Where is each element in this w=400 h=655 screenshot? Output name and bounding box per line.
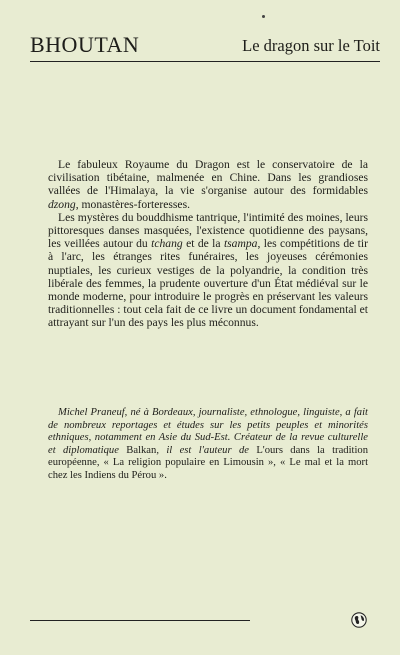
text-run: Les mystères du bouddhisme tantrique, l'intimité des moines, leurs pittoresques danses masquées, l'existence quotidienne des paysans, les veillées autour du — [48, 210, 368, 251]
bio-italic: , il est l'auteur de — [156, 444, 257, 456]
book-title: L'ours dans la tradition européenne — [48, 444, 368, 469]
author-bio — [48, 407, 368, 483]
print-mark — [262, 15, 265, 18]
description-paragraph-2 — [48, 211, 368, 330]
book-subtitle: Le dragon sur le Toit — [242, 36, 380, 55]
journal-name: Balkan — [126, 444, 157, 456]
description-paragraph-1 — [48, 158, 368, 211]
italic-term: tsampa — [223, 237, 258, 251]
book-description — [48, 158, 368, 330]
text-run: ». — [156, 469, 167, 481]
text-run: , « — [96, 457, 113, 469]
text-run: », « — [263, 457, 290, 469]
text-run: , les compétitions de tir à l'arc, les étranges rites funéraires, les joyeuses cérémonies nuptiales, les curieux vestiges de la polyandrie, la condition très libérale des femmes, la prudente ouverture d'un État médiéval sur le monde moderne, pour introduire le progrès en préservant les valeurs traditionnelles : tout cela fait de ce livre un document fondamental et attrayant sur l'un des pays les plus méconnus. — [48, 237, 368, 330]
text-run: , monastères-forteresses. — [75, 197, 190, 211]
header-rule — [30, 61, 380, 62]
book-title: Le mal et la mort chez les Indiens du Pérou — [48, 457, 369, 481]
text-run: Le fabuleux Royaume du Dragon est le conservatoire de la civilisation tibétaine, malmenée en Chine. Dans les grandioses vallées de l'Himalaya, la vie s'organise autour des formidables — [48, 158, 368, 198]
bio-paragraph — [48, 407, 368, 483]
text-run: et de la — [182, 237, 224, 251]
footer-rule — [30, 620, 250, 621]
header — [30, 32, 380, 60]
bio-italic: Michel Praneuf, né à Bordeaux, journaliste, ethnologue, linguiste, a fait de nombreux reportages et études sur les petits peuples et minorités ethniques, notamment en Asie du Sud-Est. Créateur de la revue culturelle et diplomatique — [48, 407, 368, 456]
italic-term: dzong — [48, 197, 76, 211]
book-title: La religion populaire en Limousin — [112, 457, 264, 469]
italic-term: tchang — [151, 237, 183, 251]
globe-icon — [351, 612, 367, 628]
country-title: BHOUTAN — [30, 32, 140, 57]
